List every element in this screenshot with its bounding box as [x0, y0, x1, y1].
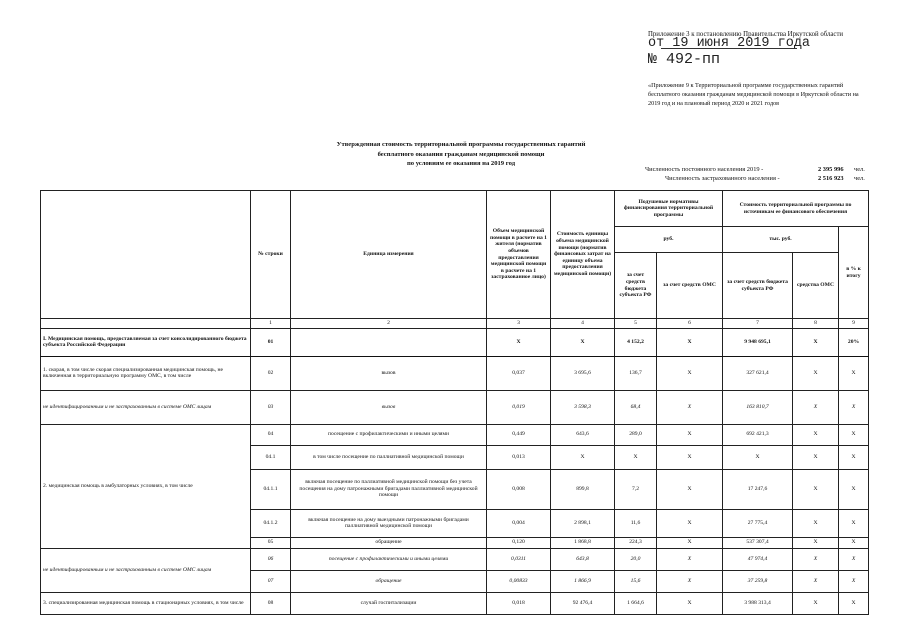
- row-number: 06: [251, 548, 291, 570]
- row-label: 1. скорая, в том числе скорая специализированная медицинская помощь, не включенная в территориальную программу ОМС, в том числе: [41, 356, 251, 390]
- col-number: 7: [723, 319, 793, 329]
- row-volume: 0,004: [487, 509, 551, 537]
- appendix-line: Приложение 3 к постановлению Правительства Иркутской области: [648, 31, 844, 38]
- row-cost: Х: [551, 328, 615, 356]
- row-label: не идентифицированным и не застрахованным в системе ОМС лицам: [41, 548, 251, 592]
- appendix-9-text: «Приложение 9 к Территориальной программе государственных гарантий бесплатного оказания гражданам медицинской помощи в Иркутской области на 2019 год и на плановый период 2020 и 2021 годов: [648, 82, 859, 107]
- row-label: I. Медицинская помощь, предоставляемая за счет консолидированного бюджета субъекта Российской Федерации: [41, 328, 251, 356]
- row-cost: 3 598,3: [551, 390, 615, 424]
- row-oms-thous: Х: [793, 356, 839, 390]
- row-volume: 0,449: [487, 424, 551, 445]
- row-percent: 20%: [839, 328, 869, 356]
- row-oms-thous: Х: [793, 424, 839, 445]
- row-volume: 0,037: [487, 356, 551, 390]
- row-number: 03: [251, 390, 291, 424]
- row-percent: Х: [839, 570, 869, 592]
- row-oms-thous: Х: [793, 592, 839, 614]
- row-oms-rub: Х: [657, 592, 723, 614]
- row-unit: включая посещение по паллиативной медицинской помощи без учета посещения на дому патронажными бригадами паллиативной медицинской помощи: [291, 469, 487, 509]
- row-budget-thous: 327 621,4: [723, 356, 793, 390]
- header-oms-2: средства ОМС: [793, 253, 839, 319]
- header-oms: за счет средств ОМС: [657, 253, 723, 319]
- row-number: 01: [251, 328, 291, 356]
- row-budget-thous: 37 259,8: [723, 570, 793, 592]
- row-cost: 92 476,4: [551, 592, 615, 614]
- row-unit: обращение: [291, 537, 487, 548]
- row-label: не идентифицированным и не застрахованным в системе ОМС лицам: [41, 390, 251, 424]
- header-budget-rf: за счет средств бюджета субъекта РФ: [615, 253, 657, 319]
- row-oms-rub: Х: [657, 445, 723, 469]
- row-number: 07: [251, 570, 291, 592]
- col-number: 6: [657, 319, 723, 329]
- row-budget-thous: 537 307,4: [723, 537, 793, 548]
- row-volume: 0,013: [487, 445, 551, 469]
- row-budget-rub: 15,6: [615, 570, 657, 592]
- row-number: 04.1.1: [251, 469, 291, 509]
- date-underline: [661, 48, 797, 49]
- row-oms-thous: Х: [793, 570, 839, 592]
- table-row: [41, 328, 869, 356]
- row-budget-thous: 9 948 695,1: [723, 328, 793, 356]
- row-budget-thous: 692 421,3: [723, 424, 793, 445]
- row-cost: 3 695,6: [551, 356, 615, 390]
- row-budget-rub: 68,4: [615, 390, 657, 424]
- row-unit: вызов: [291, 390, 487, 424]
- col-number: 2: [291, 319, 487, 329]
- row-budget-thous: Х: [723, 445, 793, 469]
- col-number: 4: [551, 319, 615, 329]
- row-cost: 2 898,1: [551, 509, 615, 537]
- row-budget-thous: 17 247,6: [723, 469, 793, 509]
- row-unit: вызов: [291, 356, 487, 390]
- row-volume: 0,019: [487, 390, 551, 424]
- row-label: 2. медицинская помощь в амбулаторных условиях, в том числе: [41, 424, 251, 548]
- insured-population-label: Численность застрахованного населения -: [665, 175, 780, 182]
- row-oms-rub: Х: [657, 356, 723, 390]
- row-number: 04: [251, 424, 291, 445]
- header-rub: руб.: [615, 227, 723, 253]
- row-unit: включая посещение на дому выездными патронажными бригадами паллиативной медицинской помощи: [291, 509, 487, 537]
- permanent-population-value: 2 395 996: [818, 166, 844, 173]
- insured-population-value: 2 516 923: [818, 175, 844, 182]
- table-row: [41, 592, 869, 614]
- row-percent: Х: [839, 390, 869, 424]
- row-budget-rub: 289,0: [615, 424, 657, 445]
- row-volume: 0,00833: [487, 570, 551, 592]
- row-percent: Х: [839, 548, 869, 570]
- header-cost: Стоимость единицы объема медицинской помощи (норматив финансовых затрат на единицу объема предоставления медицинской помощи): [551, 191, 615, 319]
- row-label: 3. специализированная медицинская помощь в стационарных условиях, в том числе: [41, 592, 251, 614]
- row-oms-thous: Х: [793, 445, 839, 469]
- row-cost: 643,8: [551, 548, 615, 570]
- table-row: [41, 424, 869, 445]
- table-row: [41, 548, 869, 570]
- title-line-2: бесплатного оказания гражданам медицинской помощи: [377, 150, 545, 158]
- row-oms-rub: Х: [657, 570, 723, 592]
- row-budget-rub: 7,2: [615, 469, 657, 509]
- row-cost: 1 866,9: [551, 570, 615, 592]
- header-row-no: № строки: [251, 191, 291, 319]
- row-oms-rub: Х: [657, 537, 723, 548]
- row-budget-rub: 20,0: [615, 548, 657, 570]
- row-budget-rub: 11,6: [615, 509, 657, 537]
- cost-table: [40, 190, 869, 615]
- header-unit: Единица измерения: [291, 191, 487, 319]
- row-oms-rub: Х: [657, 509, 723, 537]
- header-volume: Объем медицинской помощи в расчете на 1 жителя (норматив объемов предоставления медицинской помощи в расчете на 1 застрахованное лицо): [487, 191, 551, 319]
- decree-number: № 492-пп: [648, 51, 721, 68]
- row-unit: в том числе посещение по паллиативной медицинской помощи: [291, 445, 487, 469]
- row-oms-thous: Х: [793, 548, 839, 570]
- header-budget-rf-2: за счет средств бюджета субъекта РФ: [723, 253, 793, 319]
- row-number: 04.1.2: [251, 509, 291, 537]
- row-volume: 0,018: [487, 592, 551, 614]
- row-percent: Х: [839, 592, 869, 614]
- row-oms-rub: Х: [657, 328, 723, 356]
- row-budget-thous: 163 810,7: [723, 390, 793, 424]
- row-cost: Х: [551, 445, 615, 469]
- insured-population-unit: чел.: [854, 175, 865, 182]
- row-unit: случай госпитализации: [291, 592, 487, 614]
- decree-date: от 19 июня 2019 года: [648, 36, 811, 51]
- row-number: 08: [251, 592, 291, 614]
- row-percent: Х: [839, 509, 869, 537]
- table-row: [41, 356, 869, 390]
- row-budget-thous: 47 974,4: [723, 548, 793, 570]
- row-percent: Х: [839, 537, 869, 548]
- document-title: [300, 140, 622, 169]
- row-oms-thous: Х: [793, 509, 839, 537]
- title-line-1: Утвержденная стоимость территориальной программы государственных гарантий: [336, 141, 586, 148]
- col-number: 3: [487, 319, 551, 329]
- row-budget-rub: 136,7: [615, 356, 657, 390]
- header-per-capita: Подушевые нормативы финансирования территориальной программы: [615, 191, 723, 227]
- row-budget-rub: 224,3: [615, 537, 657, 548]
- col-number: 5: [615, 319, 657, 329]
- row-percent: Х: [839, 445, 869, 469]
- row-oms-rub: Х: [657, 390, 723, 424]
- permanent-population-unit: чел.: [854, 166, 865, 173]
- row-budget-rub: Х: [615, 445, 657, 469]
- row-budget-thous: 3 988 313,4: [723, 592, 793, 614]
- row-oms-rub: Х: [657, 469, 723, 509]
- row-percent: Х: [839, 469, 869, 509]
- header-blank: [41, 191, 251, 319]
- row-budget-thous: 27 775,4: [723, 509, 793, 537]
- row-oms-rub: Х: [657, 424, 723, 445]
- col-number-blank: [41, 319, 251, 329]
- row-budget-rub: 1 664,6: [615, 592, 657, 614]
- row-volume: Х: [487, 328, 551, 356]
- row-oms-rub: Х: [657, 548, 723, 570]
- header-program-cost: Стоимость территориальной программы по источникам ее финансового обеспечения: [723, 191, 869, 227]
- header-percent: в % к итогу: [839, 227, 869, 319]
- row-cost: 1 868,8: [551, 537, 615, 548]
- row-oms-thous: Х: [793, 328, 839, 356]
- row-cost: 899,8: [551, 469, 615, 509]
- row-budget-rub: 4 152,2: [615, 328, 657, 356]
- row-percent: Х: [839, 424, 869, 445]
- row-volume: 0,120: [487, 537, 551, 548]
- row-cost: 643,6: [551, 424, 615, 445]
- col-number: 8: [793, 319, 839, 329]
- row-unit: обращение: [291, 570, 487, 592]
- title-line-3: по условиям ее оказания на 2019 год: [406, 160, 516, 167]
- row-oms-thous: Х: [793, 537, 839, 548]
- col-number: 1: [251, 319, 291, 329]
- row-unit: посещение с профилактическими и иными целями: [291, 424, 487, 445]
- row-unit: [291, 328, 487, 356]
- row-percent: Х: [839, 356, 869, 390]
- row-oms-thous: Х: [793, 469, 839, 509]
- col-number: 9: [839, 319, 869, 329]
- header-thous-rub: тыс. руб.: [723, 227, 839, 253]
- permanent-population-label: Численность постоянного населения 2019 -: [645, 166, 764, 173]
- table-row: [41, 390, 869, 424]
- row-volume: 0,0311: [487, 548, 551, 570]
- row-number: 02: [251, 356, 291, 390]
- row-unit: посещение с профилактическими и иными целями: [291, 548, 487, 570]
- row-oms-thous: Х: [793, 390, 839, 424]
- row-volume: 0,008: [487, 469, 551, 509]
- row-number: 05: [251, 537, 291, 548]
- row-number: 04.1: [251, 445, 291, 469]
